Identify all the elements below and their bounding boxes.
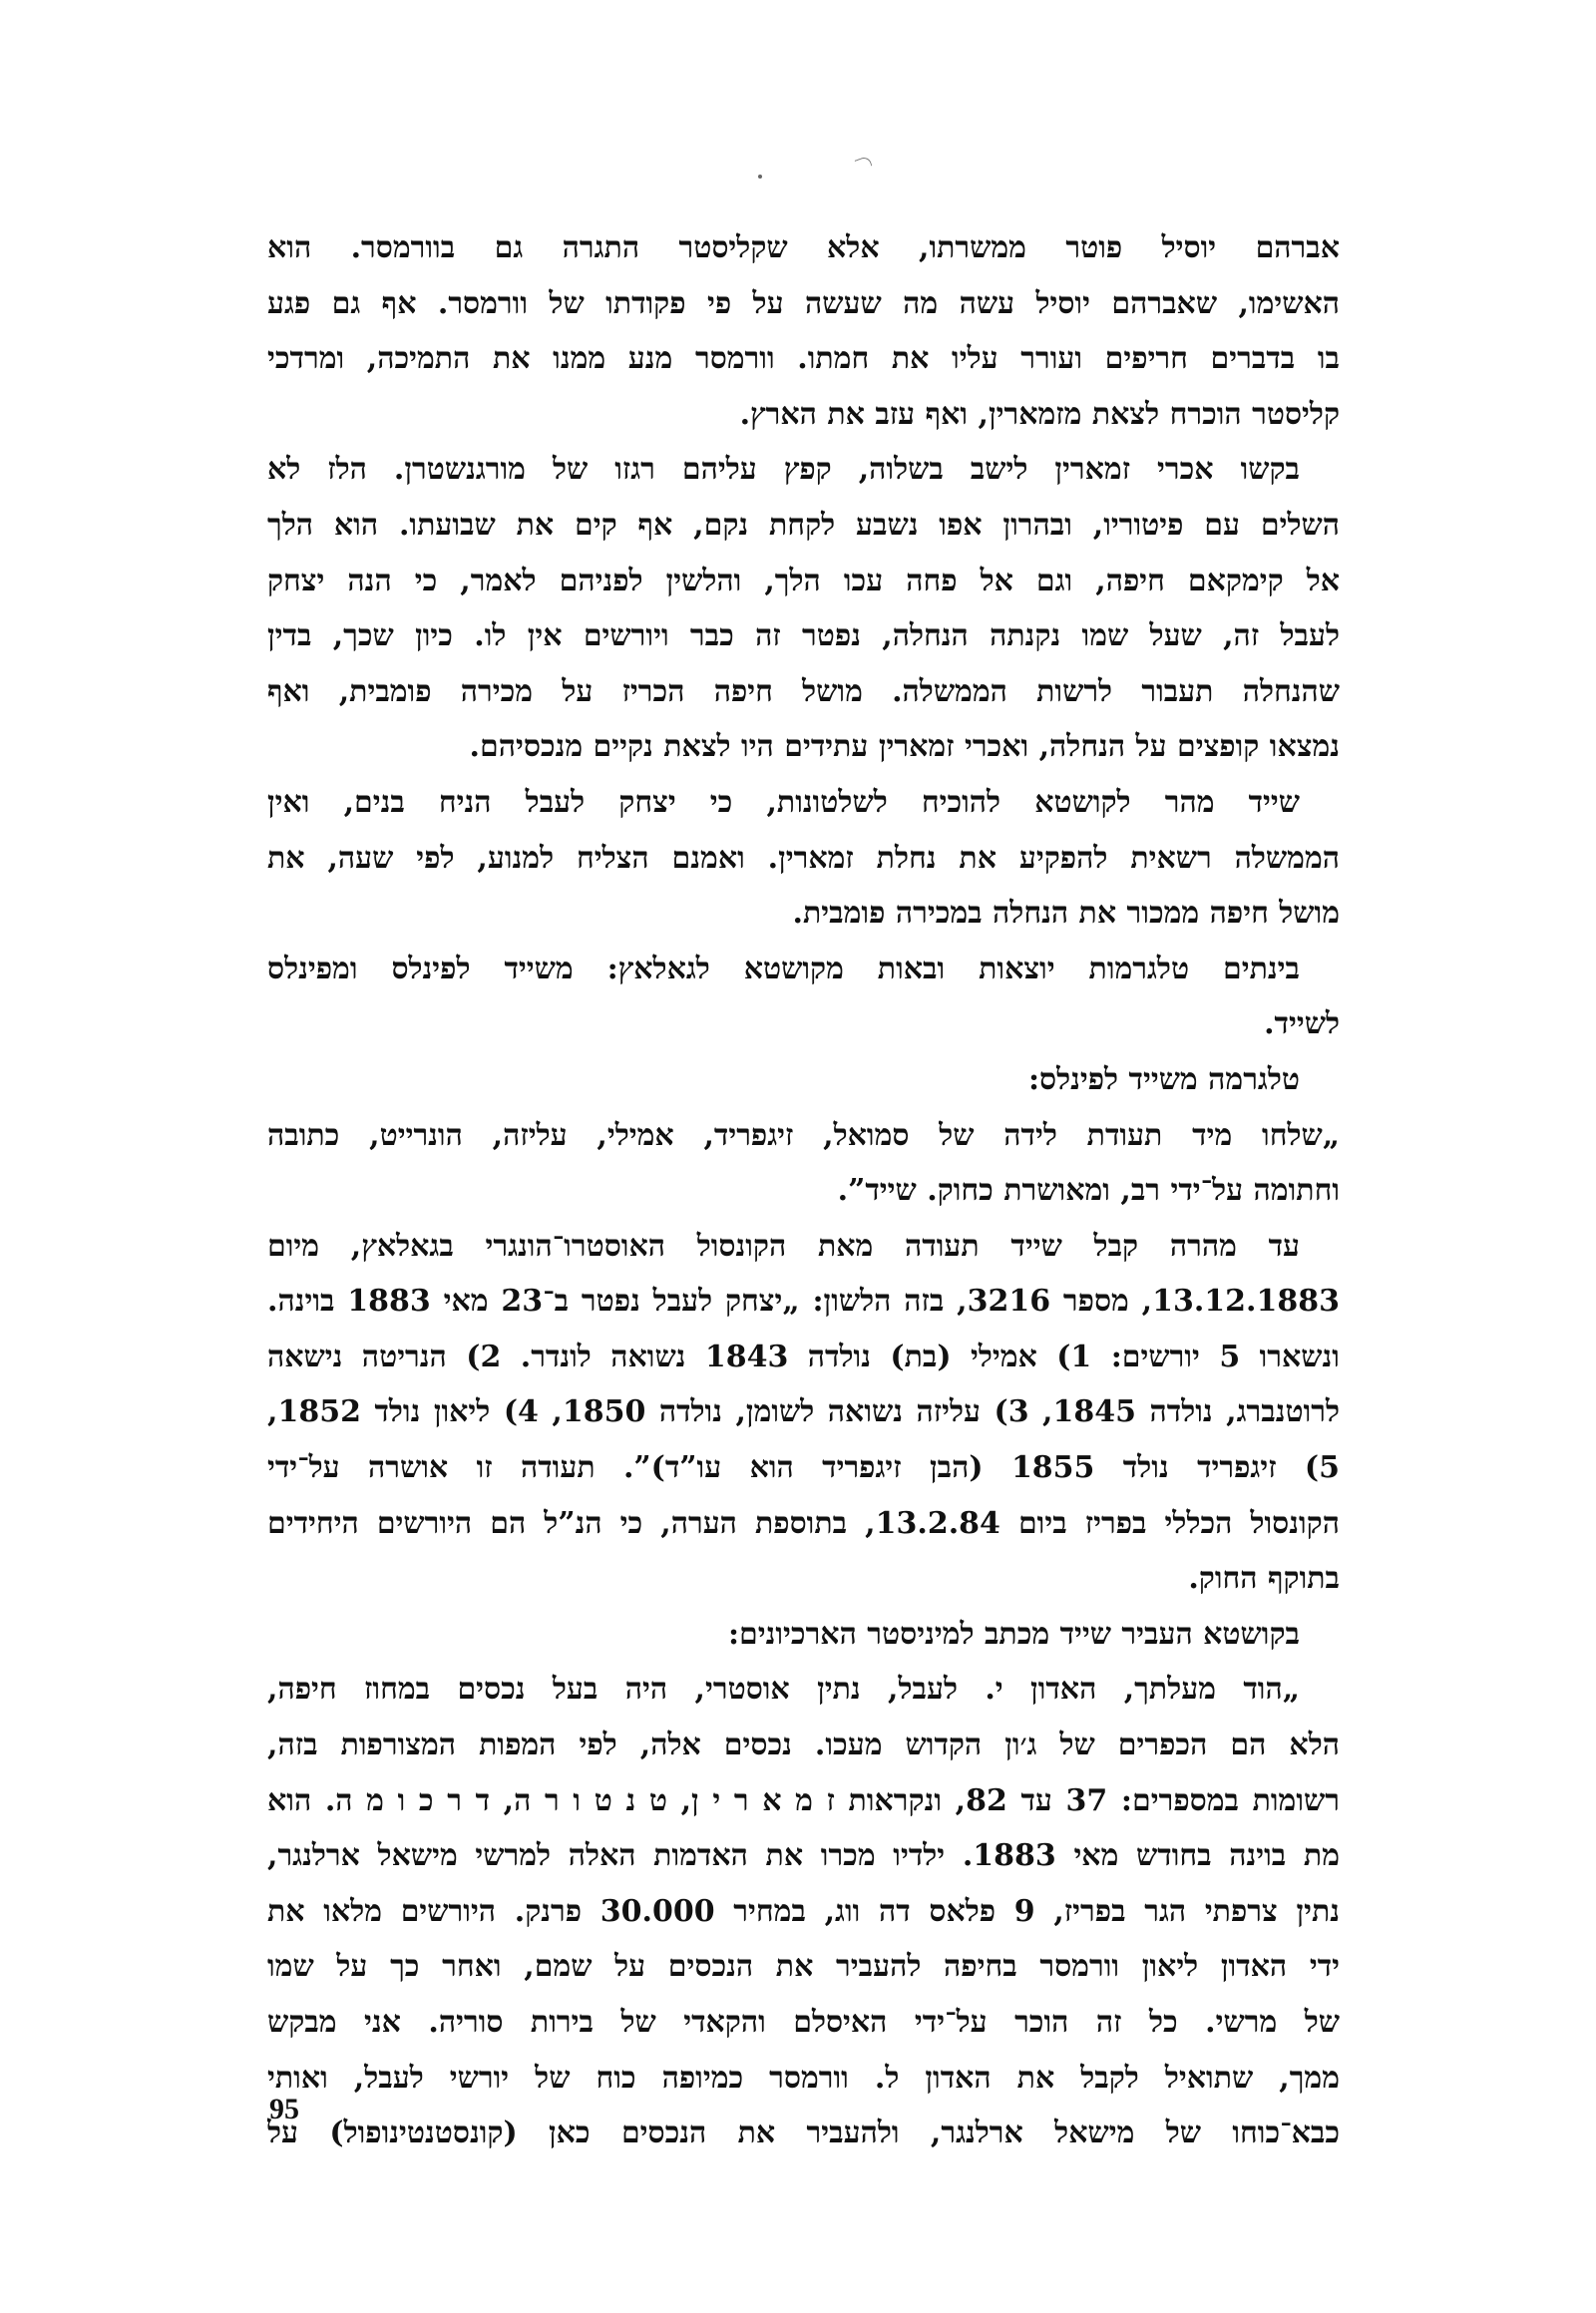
text-line: מושל חיפה ממכור את הנחלה במכירה פומבית. [792,896,1340,932]
text-line: בינתים טלגרמות יוצאות ובאות מקושטא לגאלאץ: משייד לפינלס ומפינלס [267,951,1300,986]
text-line: אל קימקאם חיפה, וגם אל פחה עכו הלך, והלשין לפניהם לאמר, כי הנה יצחק [267,563,1340,598]
text-line: ידי האדון ליאון וורמסר בחיפה להעביר את הנכסים על שמם, ואחר כך על שמו [267,1949,1340,1985]
text-line: ונשארו 5 יורשים: 1) אמילי (בת) נולדה 1843 נשואה לונדר. 2) הנריטה נישאה [267,1339,1340,1374]
text-line: הממשלה רשאית להפקיע את נחלת זמארין. ואמנם הצליח למנוע, לפי שעה, את [267,840,1340,876]
text-line: בקושטא העביר שייד מכתב למיניסטר הארכיונים: [727,1616,1300,1652]
text-line: לעבל זה, שעל שמו נקנתה הנחלה, נפטר זה כבר ויורשים אין לו. כיון שכך, בדין [267,618,1340,654]
text-line: רשומות במספרים: 37 עד 82, ונקראות ז מ א ר י ן, ט נ ט ו ר ה, ד ר כ ו מ ה. הוא [267,1782,1340,1818]
text-line: „הוד מעלתך, האדון י. לעבל, נתין אוסטרי, היה בעל נכסים במחוז חיפה, [267,1672,1300,1708]
text-line: שייד מהר לקושטא להוכיח לשלטונות, כי יצחק לעבל הניח בנים, ואין [267,784,1300,820]
text-line: נמצאו קופצים על הנחלה, ואכרי זמארין עתידים היו לצאת נקיים מנכסיהם. [469,729,1340,765]
text-line: שהנחלה תעבור לרשות הממשלה. מושל חיפה הכריז על מכירה פומבית, ואף [267,673,1340,709]
text-line: אברהם יוסיל פוטר ממשרתו, אלא שקליסטר התגרה גם בוורמסר. הוא [267,230,1340,265]
text-line: טלגרמה משייד לפינלס: [1027,1061,1300,1097]
text-line: בו בדברים חריפים ועורר עליו את חמתו. וורמסר מנע ממנו את התמיכה, ומרדכי [267,341,1340,377]
text-line: נתין צרפתי הגר בפריז, 9 פלאס דה ווג, במחיר 30.000 פרנק. היורשים מלאו את [267,1893,1340,1929]
page-number: 95 [269,2093,299,2125]
text-line: לרוטנברג, נולדה 1845, 3) עליזה נשואה לשומן, נולדה 1850, 4) ליאון נולד 1852, [267,1394,1340,1430]
text-line: כבא־כוחו של מישאל ארלנגר, ולהעביר את הנכסים כאן (קונסטנטינופול) על [267,2116,1340,2151]
text-line: בתוקף החוק. [1188,1561,1340,1597]
body-text [267,220,1340,2161]
text-line: מת בוינה בחודש מאי 1883. ילדיו מכרו את האדמות האלה למרשי מישאל ארלנגר, [267,1838,1340,1874]
text-line: האשימו, שאברהם יוסיל עשה מה שעשה על פי פקודתו של וורמסר. אף גם פגע [267,285,1340,321]
text-line: בקשו אכרי זמארין לישב בשלוה, קפץ עליהם רגזו של מורגנשטרן. הלז לא [267,452,1300,488]
text-line: לשייד. [1264,1006,1340,1042]
text-line: ממך, שתואיל לקבל את האדון ל. וורמסר כמיופה כוח של יורשי לעבל, ואותי [267,2060,1340,2096]
text-line: 13.12.1883, מספר 3216, בזה הלשון: „יצחק לעבל נפטר ב־23 מאי 1883 בוינה. [267,1284,1340,1320]
text-line: הקונסול הכללי בפריז ביום 13.2.84, בתוספת הערה, כי הנ”ל הם היורשים היחידים [267,1505,1340,1541]
text-line: 5) זיגפריד נולד 1855 (הבן זיגפריד הוא עו”ד)”. תעודה זו אושרה על־ידי [267,1450,1340,1486]
text-line: „שלחו מיד תעודת לידה של סמואל, זיגפריד, אמילי, עליזה, הונרייט, כתובה [267,1117,1340,1153]
text-line: הלא הם הכפרים של ג׳ון הקדוש מעכו. נכסים אלה, לפי המפות המצורפות בזה, [267,1728,1340,1763]
text-line: עד מהרה קבל שייד תעודה מאת הקונסול האוסטרו־הונגרי בגאלאץ, מיום [267,1228,1300,1264]
scan-speck [758,175,762,179]
text-line: קליסטר הוכרח לצאת מזמארין, ואף עזב את הארץ. [739,396,1340,432]
text-line: וחתומה על־ידי רב, ומאושרת כחוק. שייד”. [837,1173,1340,1209]
scan-mark [855,156,873,171]
text-line: השלים עם פיטוריו, ובהרון אפו נשבע לקחת נקם, אף קים את שבועתו. הוא הלך [267,507,1340,543]
text-line: של מרשי. כל זה הוכר על־ידי האיסלם והקאדי של בירות סוריה. אני מבקש [267,2005,1340,2040]
